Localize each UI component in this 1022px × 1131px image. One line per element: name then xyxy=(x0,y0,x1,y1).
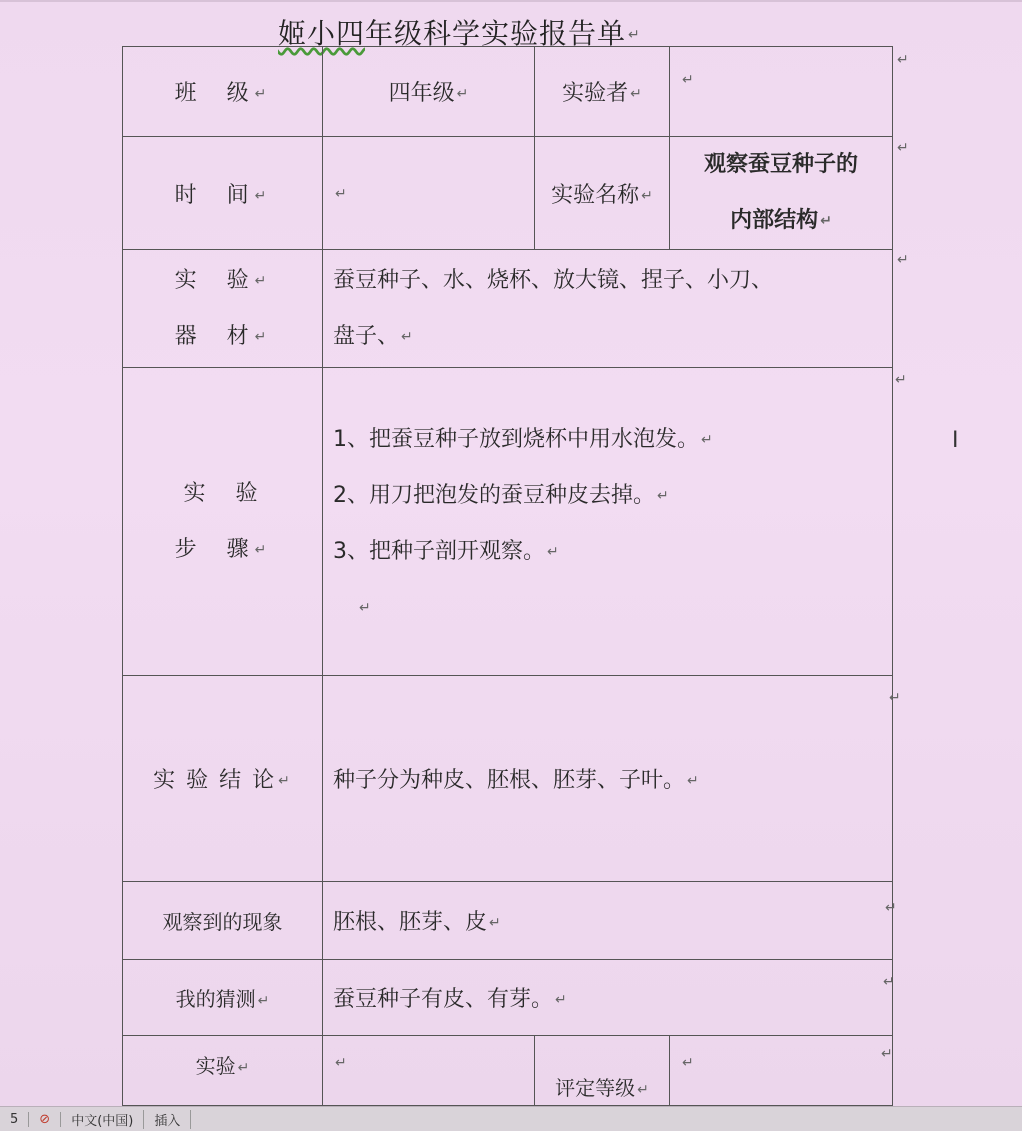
row-end-mark-icon: ↵ xyxy=(883,974,895,990)
paragraph-mark-icon: ↵ xyxy=(682,1055,694,1071)
grade-label-cell[interactable] xyxy=(535,1036,670,1106)
conclusion-label: 实 验 结 论 xyxy=(153,768,277,793)
paragraph-mark-icon: ↵ xyxy=(254,328,271,345)
time-label-cell[interactable] xyxy=(123,137,323,250)
paragraph-mark-icon: ↵ xyxy=(257,992,270,1009)
list-item: 1、把蚕豆种子放到烧杯中用水泡发。 xyxy=(333,427,699,452)
table-row xyxy=(123,676,893,882)
phenomenon-label: 观察到的现象 xyxy=(162,910,283,934)
paragraph-mark-icon: ↵ xyxy=(456,86,469,102)
guess-label-cell[interactable] xyxy=(123,960,323,1036)
paragraph-mark-icon: ↵ xyxy=(682,72,694,88)
guess-value-cell[interactable] xyxy=(323,960,893,1036)
equipment-label-line-1: 实 验 xyxy=(174,267,253,293)
experiment-name-label: 实验名称 xyxy=(551,182,640,208)
paragraph-mark-icon: ↵ xyxy=(335,185,347,202)
paragraph-mark-icon: ↵ xyxy=(547,544,559,560)
paragraph-mark-icon: ↵ xyxy=(254,541,271,558)
guess-label: 我的猜测 xyxy=(175,987,256,1011)
experimenter-label: 实验者 xyxy=(562,81,629,106)
row-end-mark-icon: ↵ xyxy=(895,372,907,388)
steps-label-cell[interactable] xyxy=(123,368,323,676)
table-row xyxy=(123,137,893,250)
status-insert-mode[interactable]: 插入 xyxy=(144,1110,191,1129)
row-end-mark-icon: ↵ xyxy=(889,690,901,706)
page-top-edge xyxy=(0,0,1022,2)
paragraph-mark-icon: ↵ xyxy=(630,86,642,102)
paragraph-mark-icon: ↵ xyxy=(335,1055,347,1071)
paragraph-mark-icon: ↵ xyxy=(401,328,413,345)
list-item: 3、把种子剖开观察。 xyxy=(333,539,545,564)
title-school-name: 姬小四 xyxy=(278,17,366,50)
class-label-cell[interactable] xyxy=(123,47,323,137)
phenomenon-label-cell[interactable] xyxy=(123,882,323,960)
class-label: 班 级 xyxy=(174,81,253,106)
experiment-name-value-cell[interactable] xyxy=(670,137,893,250)
bottom-label: 实验 xyxy=(195,1054,236,1078)
conclusion-value-cell[interactable] xyxy=(323,676,893,882)
paragraph-mark-icon: ↵ xyxy=(237,1059,250,1076)
steps-label-line-1: 实 验 xyxy=(183,480,262,506)
status-bar xyxy=(0,1106,1022,1131)
conclusion-value: 种子分为种皮、胚根、胚芽、子叶。 xyxy=(333,768,686,793)
title-text: 年级科学实验报告单 xyxy=(365,17,627,50)
equipment-line-2: 盘子、 xyxy=(333,323,400,349)
paragraph-mark-icon: ↵ xyxy=(254,86,271,102)
steps-label-line-2: 步 骤 xyxy=(174,536,253,562)
table-row xyxy=(123,1036,893,1106)
row-end-mark-icon: ↵ xyxy=(881,1046,893,1062)
paragraph-mark-icon: ↵ xyxy=(637,1081,649,1098)
guess-value: 蚕豆种子有皮、有芽。 xyxy=(333,987,554,1012)
experiment-name-label-cell[interactable] xyxy=(535,137,670,250)
experimenter-value-cell[interactable] xyxy=(670,47,893,137)
equipment-line-1: 蚕豆种子、水、烧杯、放大镜、捏子、小刀、 xyxy=(333,267,774,293)
grade-label: 评定等级 xyxy=(555,1076,636,1100)
experimenter-label-cell[interactable] xyxy=(535,47,670,137)
paragraph-mark-icon: ↵ xyxy=(489,915,501,931)
table-row xyxy=(123,368,893,676)
row-end-mark-icon: ↵ xyxy=(897,52,909,68)
paragraph-mark-icon: ↵ xyxy=(701,432,713,448)
phenomenon-value: 胚根、胚芽、皮 xyxy=(333,910,488,935)
text-cursor-icon: I xyxy=(952,428,959,453)
paragraph-mark-icon: ↵ xyxy=(687,773,699,789)
row-end-mark-icon: ↵ xyxy=(897,252,909,268)
class-value-cell[interactable] xyxy=(323,47,535,137)
experiment-report-table xyxy=(122,46,893,1106)
bottom-value-cell[interactable] xyxy=(323,1036,535,1106)
paragraph-mark-icon: ↵ xyxy=(359,600,371,616)
paragraph-mark-icon: ↵ xyxy=(254,187,271,204)
phenomenon-value-cell[interactable] xyxy=(323,882,893,960)
paragraph-mark-icon: ↵ xyxy=(254,272,271,289)
time-value-cell[interactable] xyxy=(323,137,535,250)
paragraph-mark-icon: ↵ xyxy=(641,187,653,204)
paragraph-mark-icon: ↵ xyxy=(278,773,292,789)
row-end-mark-icon: ↵ xyxy=(897,140,909,156)
table-row xyxy=(123,47,893,137)
equipment-label-cell[interactable] xyxy=(123,250,323,368)
experiment-name-line-2: 内部结构 xyxy=(730,208,819,233)
table-row xyxy=(123,250,893,368)
experiment-name-line-1: 观察蚕豆种子的 xyxy=(703,152,858,177)
bottom-label-cell[interactable] xyxy=(123,1036,323,1106)
status-language[interactable]: 中文(中国) xyxy=(61,1110,144,1129)
time-label: 时 间 xyxy=(174,182,253,208)
table-row xyxy=(123,960,893,1036)
grade-value-cell[interactable] xyxy=(670,1036,893,1106)
list-item: 2、用刀把泡发的蚕豆种皮去掉。 xyxy=(333,483,655,508)
paragraph-mark-icon: ↵ xyxy=(628,27,641,43)
paragraph-mark-icon: ↵ xyxy=(657,488,669,504)
proofing-icon[interactable]: ⊘ xyxy=(29,1112,61,1127)
class-value: 四年级 xyxy=(388,81,455,106)
paragraph-mark-icon: ↵ xyxy=(820,213,832,229)
conclusion-label-cell[interactable] xyxy=(123,676,323,882)
equipment-label-line-2: 器 材 xyxy=(174,323,253,349)
status-page-number[interactable]: 5 xyxy=(0,1112,29,1127)
steps-value-cell[interactable] xyxy=(323,368,893,676)
table-row xyxy=(123,882,893,960)
paragraph-mark-icon: ↵ xyxy=(555,992,567,1008)
equipment-value-cell[interactable] xyxy=(323,250,893,368)
row-end-mark-icon: ↵ xyxy=(885,900,897,916)
